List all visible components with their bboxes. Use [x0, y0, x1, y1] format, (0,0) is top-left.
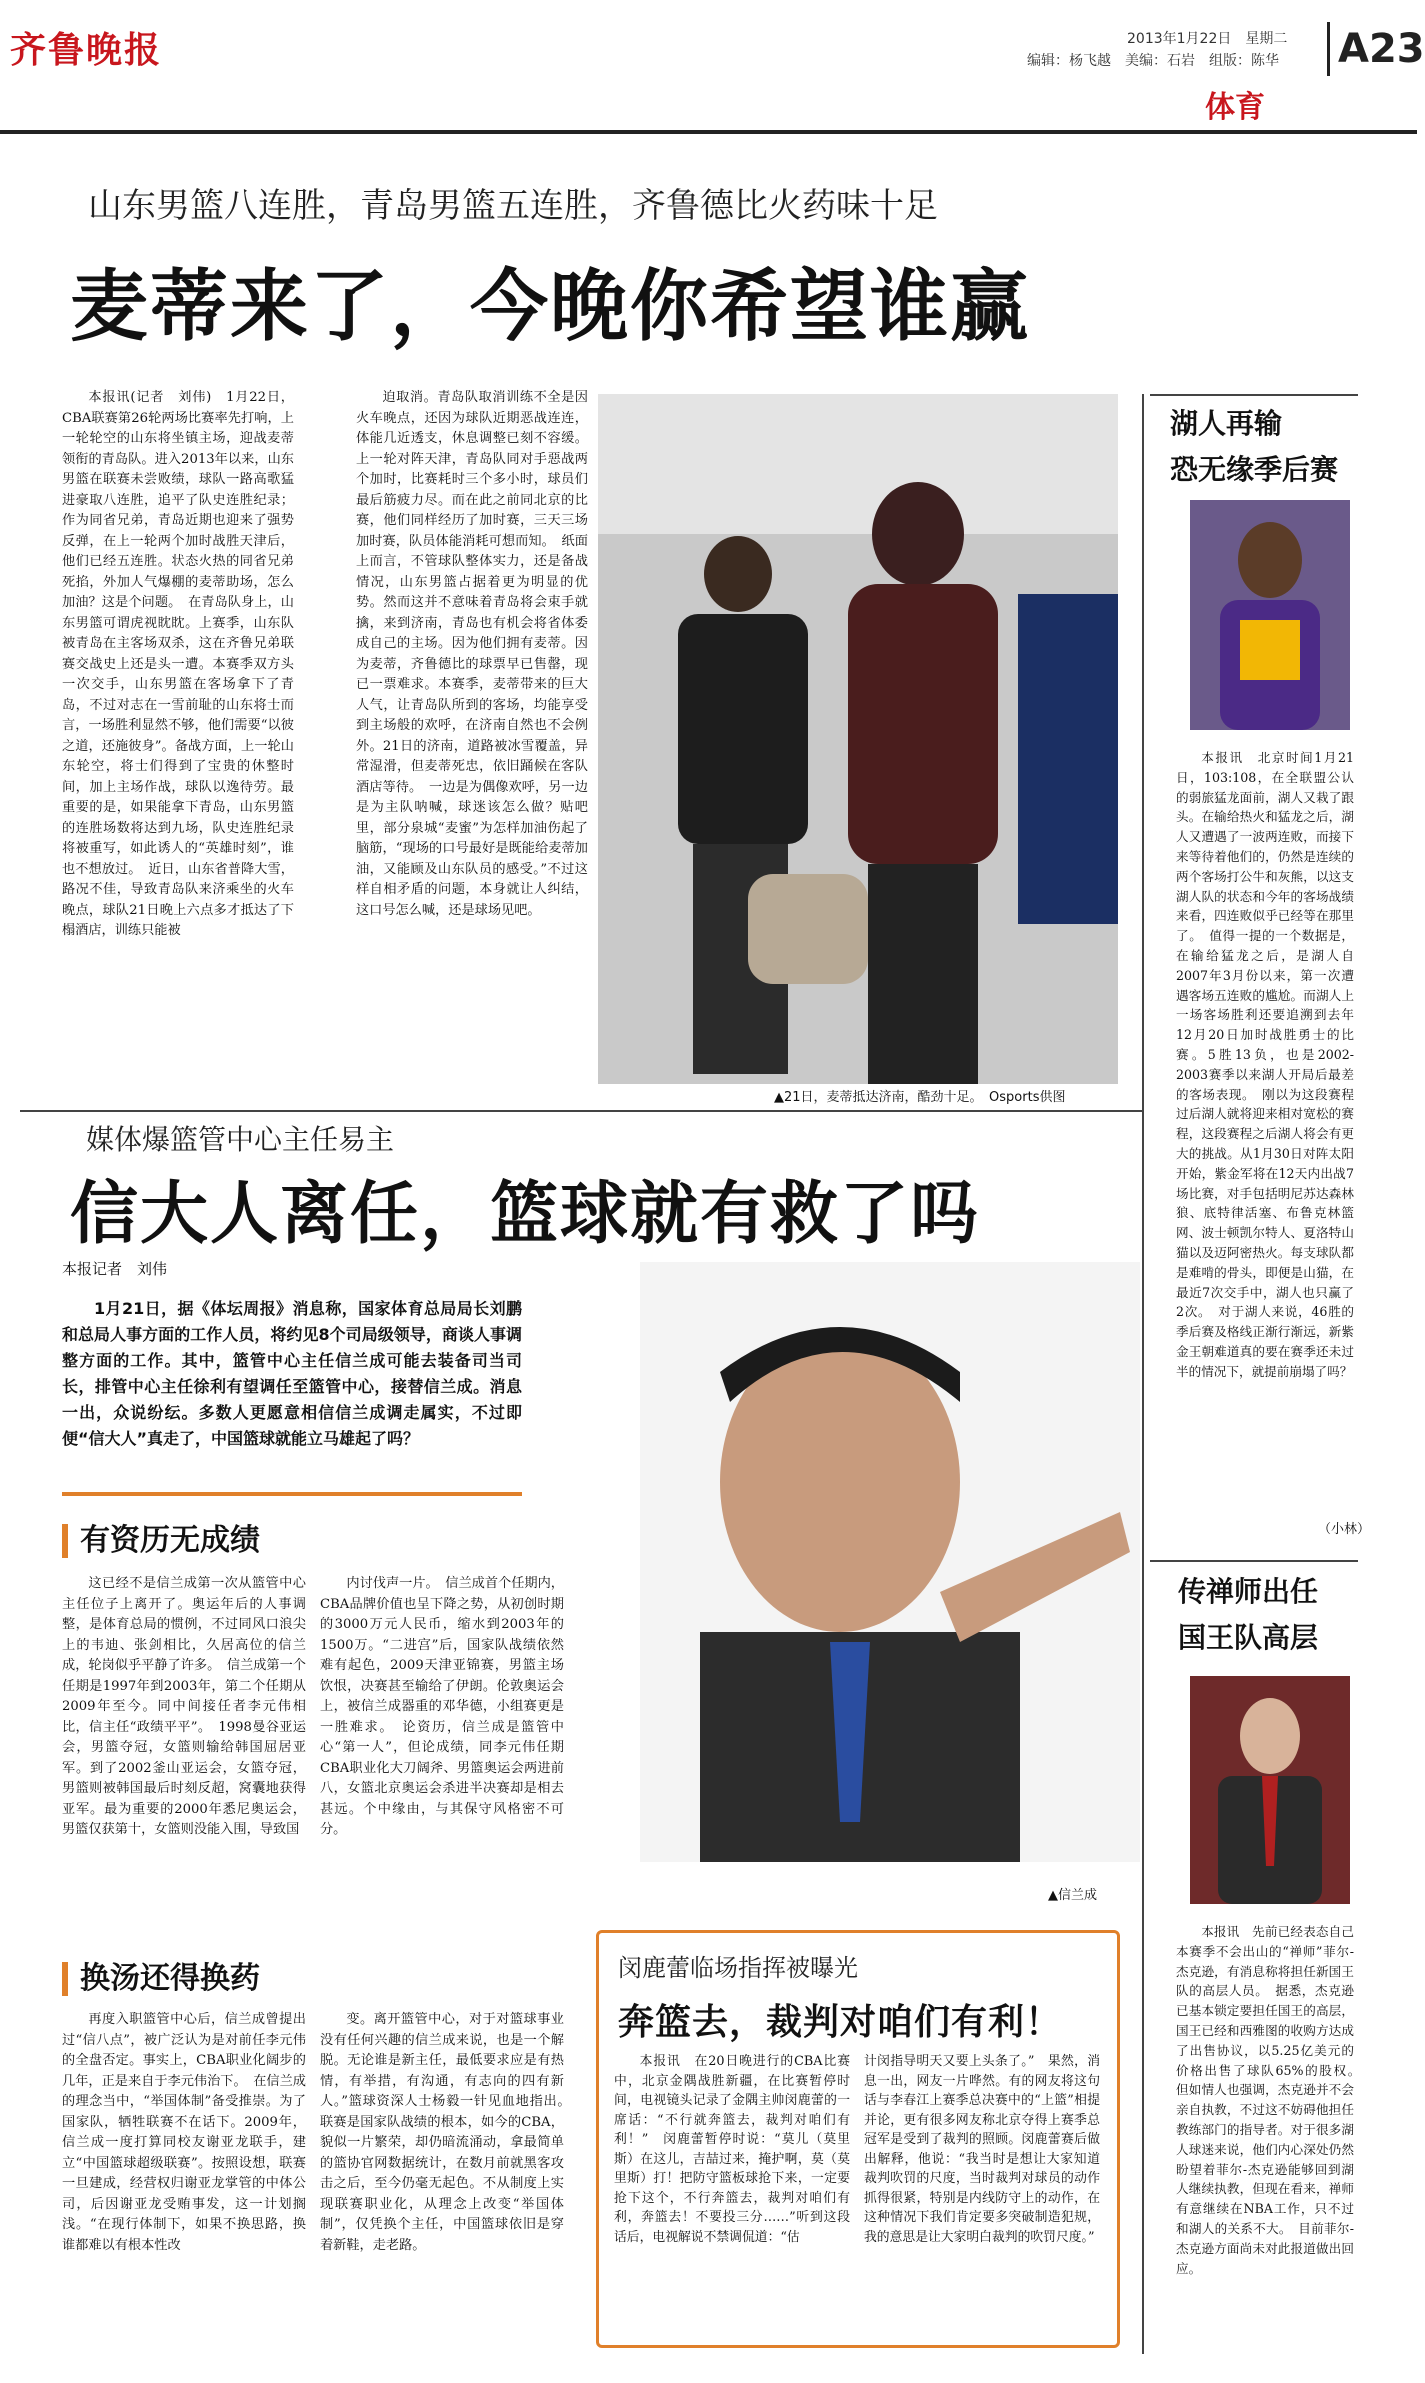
box-column-1: 本报讯 在20日晚进行的CBA比赛中，北京金隅战胜新疆，在比赛暂停时间，电视镜头记录了金隅主帅闵鹿蕾的一席话：“不行就奔篮去，裁判对咱们有利！” 闵鹿蕾暂停时说：“莫儿（莫里斯）在这儿，吉喆过来，掩护啊，莫（莫里斯）打！把防守篮板球抢下来，一定要抢下这个，不行奔篮去，裁判对咱们有利，奔篮去！不要投三分……”听到这段话后，电视解说不禁调侃道：“估 [614, 2054, 850, 2245]
page-number: A23 [1327, 22, 1425, 76]
lead-column-1: 本报讯(记者 刘伟) 1月22日，CBA联赛第26轮两场比赛率先打响，上一轮轮空的山东将坐镇主场，迎战麦蒂领衔的青岛队。进入2013年以来，山东男篮在联赛未尝败绩，球队一路高歌猛进豪取八连胜，追平了队史连胜纪录；作为同省兄弟，青岛近期也迎来了强势反弹，在上一轮两个加时战胜天津后，他们已经五连胜。状态火热的同省兄弟死掐，外加人气爆棚的麦蒂助场，怎么加油？这是个问题。 在青岛队身上，山东男篮可谓虎视眈眈。上赛季，山东队被青岛在主客场双杀，这在齐鲁兄弟联赛交战史上还是头一遭。本赛季双方头一次交手，山东男篮在客场拿下了青岛，不过对志在一雪前耻的山东将士而言，一场胜利显然不够，他们需要“以彼之道，还施彼身”。备战方面，上一轮山东轮空，将士们得到了宝贵的休整时间，加上主场作战，球队以逸待劳。最重要的是，如果能拿下青岛，山东男篮的连胜场数将达到九场，队史连胜纪录将被重写，如此诱人的“英雄时刻”，谁也不想放过。 近日，山东省普降大雪，路况不佳，导致青岛队来济乘坐的火车晚点，球队21日晚上六点多才抵达了下榻酒店，训练只能被 [62, 390, 294, 938]
kobe-photo [1190, 500, 1350, 730]
mcgrady-caption: ▲21日，麦蒂抵达济南，酷劲十足。 Osports供图 [774, 1090, 1066, 1105]
sidebar-story1-text: 本报讯 北京时间1月21日，103:108，在全联盟公认的弱旅猛龙面前，湖人又栽了跟头。在输给热火和猛龙之后，湖人又遭遇了一波两连败，而接下来等待着他们的，仍然是连续的两个客场打公牛和灰熊，以这支湖人队的状态和今年的客场战绩来看，四连败似乎已经等在那里了。 值得一提的一个数据是，在输给猛龙之后，是湖人自2007年3月份以来，第一次遭遇客场五连败的尴尬。而湖人上一场客场胜利还要追溯到去年12月20日加时战胜勇士的比赛。5胜13负，也是2002-2003赛季以来湖人开局后最差的客场表现。 刚以为这段赛程过后湖人就将迎来相对宽松的赛程，这段赛程之后湖人将会有更大的挑战。从1月30日对阵太阳开始，紫金军将在12天内出战7场比赛，对手包括明尼苏达森林狼、底特律活塞、布鲁克林篮网、波士顿凯尔特人、夏洛特山猫以及迈阿密热火。每支球队都是难啃的骨头，即便是山猫，在最近7次交手中，湖人也只赢了2次。 对于湖人来说，46胜的季后赛及格线正渐行渐远，新紫金王朝难道真的要在赛季还未过半的情况下，就提前崩塌了吗？ [1176, 750, 1354, 1379]
sidebar-story1-title-2: 恐无缘季后赛 [1170, 453, 1339, 486]
editors-line: 编辑：杨飞越 美编：石岩 组版：陈华 [1027, 53, 1279, 69]
second-headline: 信大人离任，篮球就有救了吗 [70, 1175, 981, 1254]
masthead-logo: 齐鲁晚报 [10, 29, 163, 71]
sidebar-rule-1 [1150, 394, 1358, 396]
sidebar-story1-signoff: （小林） [1318, 1522, 1371, 1537]
second-story-rule [20, 1110, 1142, 1112]
jackson-photo-illustration [1190, 1676, 1350, 1904]
masthead-rule [0, 130, 1417, 134]
sub1-column-1: 这已经不是信兰成第一次从篮管中心主任位子上离开了。奥运年后的人事调整，是体育总局的惯例，不过同风口浪尖上的韦迪、张剑相比，久居高位的信兰成，轮岗似乎平静了许多。 信兰成第一个任期是1997年到2003年，第二个任期从2009年至今。同中间接任者李元伟相比，信主任“政绩平平”。 1998曼谷亚运会，男篮夺冠，女篮则输给韩国屈居亚军。到了2002釜山亚运会，女篮夺冠，男篮则被韩国最后时刻反超，窝囊地获得亚军。最为重要的2000年悉尼奥运会，男篮仅获第十，女篮则没能入围，导致国 [62, 1576, 306, 1837]
sub2-column-2: 变。离开篮管中心，对于对篮球事业没有任何兴趣的信兰成来说，也是一个解脱。无论谁是新主任，最低要求应是有热情，有举措，有沟通，有志向的四有新人。”篮球资深人士杨毅一针见血地指出。 联赛是国家队战绩的根本，如今的CBA，貌似一片繁荣，却仍暗流涌动，拿最简单的篮协官网数据统计，在数月前就黑客攻击之后，至今仍毫无起色。不从制度上实现联赛职业化，从理念上改变“举国体制”，仅凭换个主任，中国篮球依旧是穿着新鞋，走老路。 [320, 2012, 578, 2253]
box-headline: 奔篮去，裁判对咱们有利！ [618, 2002, 1063, 2043]
subhead-1: 有资历无成绩 [62, 1524, 260, 1558]
lede-underline [62, 1492, 522, 1496]
second-lede: 1月21日，据《体坛周报》消息称，国家体育总局局长刘鹏和总局人事方面的工作人员，将约见8个司局级领导，商谈人事调整方面的工作。其中，篮管中心主任信兰成可能去装备司当司长，排管中心主任徐利有望调任至篮管中心，接替信兰成。消息一出，众说纷纭。多数人更愿意相信信兰成调走属实，不过即便“信大人”真走了，中国篮球就能立马雄起了吗？ [62, 1299, 522, 1448]
sidebar-rule-2 [1150, 1560, 1358, 1562]
sidebar-story2-title-2: 国王队高层 [1178, 1621, 1319, 1654]
mcgrady-photo-illustration [598, 394, 1118, 1084]
mcgrady-photo [598, 394, 1118, 1084]
xin-caption: ▲信兰成 [1048, 1888, 1097, 1903]
box-kicker: 闵鹿蕾临场指挥被曝光 [618, 1954, 858, 1982]
xin-lancheng-photo-illustration [640, 1262, 1140, 1862]
sub2-column-1: 再度入职篮管中心后，信兰成曾提出过“信八点”，被广泛认为是对前任李元伟的全盘否定。事实上，CBA职业化阔步的几年，正是来自于李元伟治下。 在信兰成的理念当中，“举国体制”备受推崇。为了国家队，牺牲联赛不在话下。2009年，信兰成一度打算同校友谢亚龙联手，建立“中国篮球超级联赛”。按照设想，联赛一旦建成，经营权归谢亚龙掌管的中体公司，后因谢亚龙受贿事发，这一计划搁浅。“在现行体制下，如果不换思路，换谁都难以有根本性改 [62, 2012, 306, 2253]
lead-kicker: 山东男篮八连胜，青岛男篮五连胜，齐鲁德比火药味十足 [88, 186, 938, 226]
section-name: 体育 [1205, 90, 1265, 125]
issue-date: 2013年1月22日 星期二 [1127, 31, 1288, 47]
lead-headline: 麦蒂来了，今晚你希望谁赢 [70, 262, 1031, 352]
jackson-photo [1190, 1676, 1350, 1904]
lead-column-2: 迫取消。青岛队取消训练不全是因火车晚点，还因为球队近期恶战连连，体能几近透支，休息调整已刻不容缓。上一轮对阵天津，青岛队同对手惡战两个加时，比赛耗时三个多小时，球员们最后筋疲力尽。而在此之前同北京的比赛，他们同样经历了加时赛，三天三场加时赛，队员体能消耗可想而知。 纸面上而言，不管球队整体实力，还是备战情况，山东男篮占据着更为明显的优势。然而这并不意味着青岛将会束手就擒，来到济南，青岛也有机会将省体委成自己的主场。因为他们拥有麦蒂。因为麦蒂，齐鲁德比的球票早已售罄，现已一票难求。本赛季，麦蒂带来的巨大人气，让青岛队所到的客场，均能享受到主场般的欢呼，在济南自然也不会例外。21日的济南，道路被冰雪覆盖，异常湿滑，但麦蒂死忠，依旧踊候在客队酒店等待。 一边是为偶像欢呼，另一边是为主队呐喊，球迷该怎么做？贴吧里，部分泉城“麦蜜”为怎样加油伤起了脑筋，“现场的口号最好是既能给麦蒂加油，又能顾及山东队员的感受。”不过这样自相矛盾的问题，本身就让人纠结，这口号怎么喊，还是球场见吧。 [356, 390, 588, 918]
sidebar-story2-text: 本报讯 先前已经表态自己本赛季不会出山的“禅师”菲尔-杰克逊，有消息称将担任新国王队的高层人员。 据悉，杰克逊已基本锁定要担任国王的高层，国王已经和西雅图的收购方达成了出售协议，以5.25亿美元的价格出售了球队65%的股权。 但如情人也强调，杰克逊并不会亲自执教，不过这不妨碍他担任教练部门的指导者。对于很多湖人球迷来说，他们内心深处仍然盼望着菲尔-杰克逊能够回到湖人继续执教，但现在看来，禅师有意继续在NBA工作，只不过和湖人的关系不大。 目前菲尔-杰克逊方面尚未对此报道做出回应。 [1176, 1924, 1367, 2276]
xin-lancheng-photo [640, 1262, 1140, 1862]
subhead-2: 换汤还得换药 [62, 1962, 260, 1996]
second-kicker: 媒体爆篮管中心主任易主 [86, 1123, 395, 1156]
kobe-photo-illustration [1190, 500, 1350, 730]
sidebar-divider [1142, 394, 1144, 2354]
sidebar-story1-title-1: 湖人再输 [1170, 407, 1283, 440]
sidebar-story2-title-1: 传禅师出任 [1178, 1575, 1319, 1608]
box-column-2: 计闵指导明天又要上头条了。” 果然，消息一出，网友一片哗然。有的网友将这句话与李春江上赛季总决赛中的“上篮”相提并论，更有很多网友称北京夺得上赛季总冠军是受到了裁判的照顾。闵鹿蕾赛后做出解释，他说：“我当时是想让大家知道裁判吹罚的尺度，当时裁判对球员的动作抓得很紧，特别是内线防守上的动作，在这种情况下我们肯定要多突破制造犯规，我的意思是让大家明白裁判的吹罚尺度。” [864, 2054, 1100, 2245]
sub1-column-2: 内讨伐声一片。 信兰成首个任期内，CBA品牌价值也呈下降之势，从初创时期的3000万元人民币，缩水到2003年的1500万。“二进宫”后，国家队战绩依然难有起色，2009天津亚锦赛，男篮主场饮恨，决赛甚至输给了伊朗。伦敦奥运会上，被信兰成器重的邓华德，小组赛更是一胜难求。 论资历，信兰成是篮管中心“第一人”，但论成绩，同李元伟任期CBA职业化大刀阔斧、男篮奥运会两进前八，女篮北京奥运会杀进半决赛却是相去甚远。个中缘由，与其保守风格密不可分。 [320, 1576, 564, 1837]
second-byline: 本报记者 刘伟 [62, 1260, 168, 1278]
